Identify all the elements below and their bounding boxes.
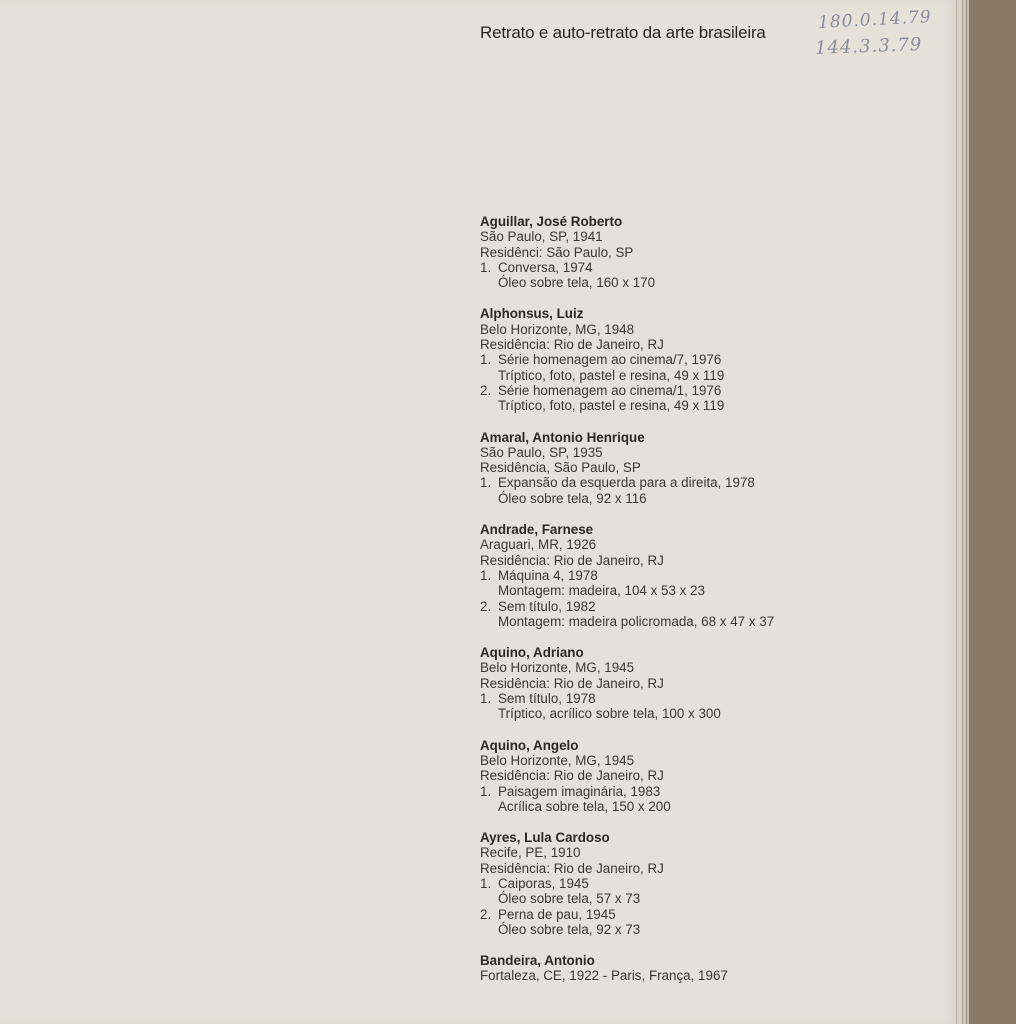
- indent-spacer: [480, 799, 498, 814]
- artist-name: Alphonsus, Luiz: [480, 306, 584, 322]
- artwork-title-row: [480, 475, 940, 490]
- indent-spacer: [480, 922, 498, 937]
- artist-residence: Residência: Rio de Janeiro, RJ: [480, 860, 664, 876]
- artwork-title-row: [480, 784, 940, 799]
- artwork-detail: Montagem: madeira policromada, 68 x 47 x 37: [498, 613, 775, 629]
- artwork-detail-row: [480, 799, 940, 814]
- indent-spacer: [480, 614, 498, 629]
- artist-entry: [480, 645, 940, 721]
- artist-birth: Fortaleza, CE, 1922 - Paris, França, 1967: [480, 968, 728, 984]
- indent-spacer: [480, 398, 498, 413]
- artwork-title: Sem título, 1982: [498, 598, 596, 614]
- artist-residence: Residência, São Paulo, SP: [480, 460, 641, 476]
- artwork-detail-row: [480, 706, 940, 721]
- artist-birth: Belo Horizonte, MG, 1945: [480, 660, 635, 676]
- artist-birth: Belo Horizonte, MG, 1948: [480, 321, 635, 337]
- artist-name: Aquino, Angelo: [480, 737, 579, 753]
- artist-entry: [480, 306, 940, 413]
- artwork-title: Série homenagem ao cinema/1, 1976: [498, 382, 722, 398]
- artwork-detail: Óleo sobre tela, 160 x 170: [498, 275, 656, 291]
- indent-spacer: [480, 491, 498, 506]
- artwork-title: Caiporas, 1945: [498, 875, 589, 891]
- artwork-title: Paisagem imaginária, 1983: [498, 783, 661, 799]
- artwork-title: Expansão da esquerda para a direita, 1978: [498, 475, 755, 491]
- artwork-number: 1.: [480, 259, 492, 275]
- artist-residence: Residência: Rio de Janeiro, RJ: [480, 552, 664, 568]
- artwork-detail: Tríptico, foto, pastel e resina, 49 x 119: [498, 398, 725, 414]
- artwork-title: Máquina 4, 1978: [498, 567, 598, 583]
- artwork-detail-row: [480, 398, 940, 413]
- book-cover-edge: [969, 0, 1016, 1024]
- handwritten-annotation-1: 180.0.14.79: [817, 7, 933, 33]
- artwork-number: 2.: [480, 598, 492, 614]
- artwork-number: 1.: [480, 475, 492, 491]
- artwork-title: Perna de pau, 1945: [498, 906, 616, 922]
- artist-list: [480, 214, 940, 1000]
- artist-residence: Residência: Rio de Janeiro, RJ: [480, 337, 664, 353]
- artwork-detail-row: [480, 891, 940, 906]
- artist-birth: Belo Horizonte, MG, 1945: [480, 752, 635, 768]
- artwork-number: 1.: [480, 567, 492, 583]
- artwork-title-row: [480, 876, 940, 891]
- artwork-title-row: [480, 691, 940, 706]
- artwork-number: 2.: [480, 382, 492, 398]
- artwork-detail: Acrílica sobre tela, 150 x 200: [498, 798, 671, 814]
- artwork-title-row: [480, 383, 940, 398]
- artwork-title-row: [480, 907, 940, 922]
- artist-name: Amaral, Antonio Henrique: [480, 429, 645, 445]
- artist-entry: [480, 214, 940, 290]
- artwork-detail: Óleo sobre tela, 92 x 73: [498, 921, 641, 937]
- indent-spacer: [480, 275, 498, 290]
- artwork-title-row: [480, 352, 940, 367]
- indent-spacer: [480, 368, 498, 383]
- artist-entry: [480, 830, 940, 937]
- artwork-number: 1.: [480, 691, 492, 707]
- artwork-detail: Tríptico, foto, pastel e resina, 49 x 119: [498, 367, 725, 383]
- artist-entry: [480, 522, 940, 629]
- artwork-detail: Tríptico, acrílico sobre tela, 100 x 300: [498, 706, 721, 722]
- artwork-detail-row: [480, 368, 940, 383]
- indent-spacer: [480, 706, 498, 721]
- artwork-detail-row: [480, 922, 940, 937]
- artist-birth: Araguari, MR, 1926: [480, 537, 597, 553]
- artwork-detail: Óleo sobre tela, 57 x 73: [498, 891, 641, 907]
- artist-entry: [480, 953, 940, 984]
- artist-name: Ayres, Lula Cardoso: [480, 830, 610, 846]
- artist-name: Bandeira, Antonio: [480, 953, 595, 969]
- artist-birth: São Paulo, SP, 1935: [480, 444, 603, 460]
- artwork-title-row: [480, 599, 940, 614]
- artist-name: Aguillar, José Roberto: [480, 214, 623, 229]
- artwork-title-row: [480, 568, 940, 583]
- artwork-detail-row: [480, 583, 940, 598]
- artist-entry: [480, 430, 940, 506]
- artist-birth: São Paulo, SP, 1941: [480, 229, 603, 245]
- artwork-detail-row: [480, 275, 940, 290]
- artist-residence: Residênci: São Paulo, SP: [480, 244, 634, 260]
- indent-spacer: [480, 583, 498, 598]
- handwritten-annotation-2: 144.3.3.79: [814, 34, 923, 59]
- artist-residence: Residência: Rio de Janeiro, RJ: [480, 768, 664, 784]
- artwork-number: 1.: [480, 875, 492, 891]
- artwork-title-row: [480, 260, 940, 275]
- artist-name: Aquino, Adriano: [480, 645, 584, 661]
- artist-residence: Residência: Rio de Janeiro, RJ: [480, 675, 664, 691]
- artwork-number: 1.: [480, 783, 492, 799]
- artwork-detail-row: [480, 614, 940, 629]
- page-header-title: Retrato e auto-retrato da arte brasileira: [480, 23, 766, 42]
- artwork-detail: Montagem: madeira, 104 x 53 x 23: [498, 583, 705, 599]
- artwork-title: Conversa, 1974: [498, 259, 593, 275]
- indent-spacer: [480, 891, 498, 906]
- artist-name: Andrade, Farnese: [480, 522, 594, 538]
- artist-birth: Recife, PE, 1910: [480, 845, 581, 861]
- artwork-title: Sem título, 1978: [498, 691, 596, 707]
- artwork-number: 1.: [480, 352, 492, 368]
- artwork-detail-row: [480, 491, 940, 506]
- artwork-title: Série homenagem ao cinema/7, 1976: [498, 352, 722, 368]
- artwork-detail: Óleo sobre tela, 92 x 116: [498, 490, 647, 506]
- artist-entry: [480, 738, 940, 814]
- artwork-number: 2.: [480, 906, 492, 922]
